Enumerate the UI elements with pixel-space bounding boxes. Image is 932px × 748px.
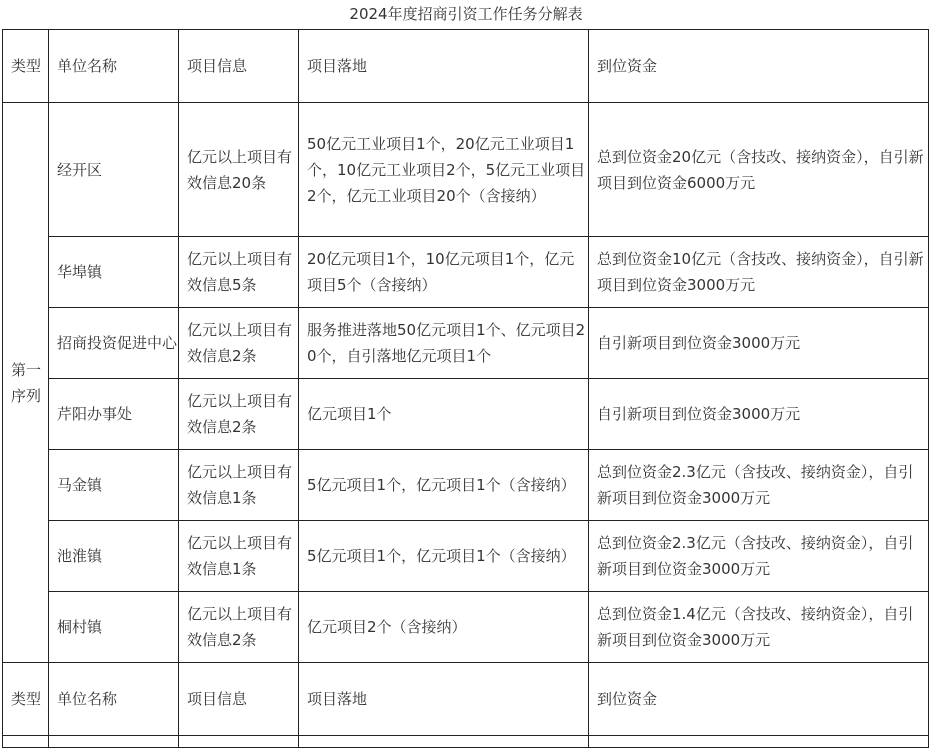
table-row: [3, 592, 929, 663]
table-row: [3, 103, 929, 237]
type-cell-first-sequence: 第一序列: [3, 103, 49, 663]
cut-cell: [49, 736, 179, 748]
task-table: [2, 29, 929, 748]
info-cell: 亿元以上项目有效信息1条: [179, 521, 299, 592]
header-funds: 到位资金: [589, 663, 929, 736]
unit-cell: 华埠镇: [49, 237, 179, 308]
funds-cell: 自引新项目到位资金3000万元: [589, 308, 929, 379]
landing-cell: 亿元项目1个: [299, 379, 589, 450]
table-row: [3, 450, 929, 521]
header-landing: 项目落地: [299, 663, 589, 736]
cut-cell: [179, 736, 299, 748]
unit-cell: 池淮镇: [49, 521, 179, 592]
funds-cell: 总到位资金20亿元（含技改、接纳资金），自引新项目到位资金6000万元: [589, 103, 929, 237]
info-cell: 亿元以上项目有效信息5条: [179, 237, 299, 308]
header-funds: 到位资金: [589, 30, 929, 103]
cut-cell: [299, 736, 589, 748]
header-unit: 单位名称: [49, 663, 179, 736]
landing-cell: 5亿元项目1个，亿元项目1个（含接纳）: [299, 521, 589, 592]
info-cell: 亿元以上项目有效信息2条: [179, 592, 299, 663]
info-cell: 亿元以上项目有效信息2条: [179, 379, 299, 450]
info-cell: 亿元以上项目有效信息2条: [179, 308, 299, 379]
landing-cell: 50亿元工业项目1个，20亿元工业项目1个，10亿元工业项目2个，5亿元工业项目2个，亿元工业项目20个（含接纳）: [299, 103, 589, 237]
cut-cell: [589, 736, 929, 748]
table-row: [3, 521, 929, 592]
header-type: 类型: [3, 663, 49, 736]
unit-cell: 招商投资促进中心: [49, 308, 179, 379]
header-landing: 项目落地: [299, 30, 589, 103]
unit-cell: 马金镇: [49, 450, 179, 521]
landing-cell: 20亿元项目1个，10亿元项目1个，亿元项目5个（含接纳）: [299, 237, 589, 308]
table-header-row: [3, 30, 929, 103]
landing-cell: 亿元项目2个（含接纳）: [299, 592, 589, 663]
table-row: [3, 308, 929, 379]
header-unit: 单位名称: [49, 30, 179, 103]
header-info: 项目信息: [179, 30, 299, 103]
funds-cell: 总到位资金2.3亿元（含技改、接纳资金），自引新项目到位资金3000万元: [589, 521, 929, 592]
info-cell: 亿元以上项目有效信息20条: [179, 103, 299, 237]
header-type: 类型: [3, 30, 49, 103]
table-row: [3, 237, 929, 308]
table-row-cut-off: [3, 736, 929, 748]
page-title: 2024年度招商引资工作任务分解表: [349, 5, 583, 23]
funds-cell: 总到位资金2.3亿元（含技改、接纳资金），自引新项目到位资金3000万元: [589, 450, 929, 521]
cut-cell: [3, 736, 49, 748]
landing-cell: 5亿元项目1个，亿元项目1个（含接纳）: [299, 450, 589, 521]
info-cell: 亿元以上项目有效信息1条: [179, 450, 299, 521]
unit-cell: 桐村镇: [49, 592, 179, 663]
header-info: 项目信息: [179, 663, 299, 736]
table-header-row-repeat: [3, 663, 929, 736]
landing-cell: 服务推进落地50亿元项目1个、亿元项目20个，自引落地亿元项目1个: [299, 308, 589, 379]
funds-cell: 总到位资金1.4亿元（含技改、接纳资金），自引新项目到位资金3000万元: [589, 592, 929, 663]
table-row: [3, 379, 929, 450]
funds-cell: 自引新项目到位资金3000万元: [589, 379, 929, 450]
unit-cell: 经开区: [49, 103, 179, 237]
funds-cell: 总到位资金10亿元（含技改、接纳资金），自引新项目到位资金3000万元: [589, 237, 929, 308]
unit-cell: 芹阳办事处: [49, 379, 179, 450]
